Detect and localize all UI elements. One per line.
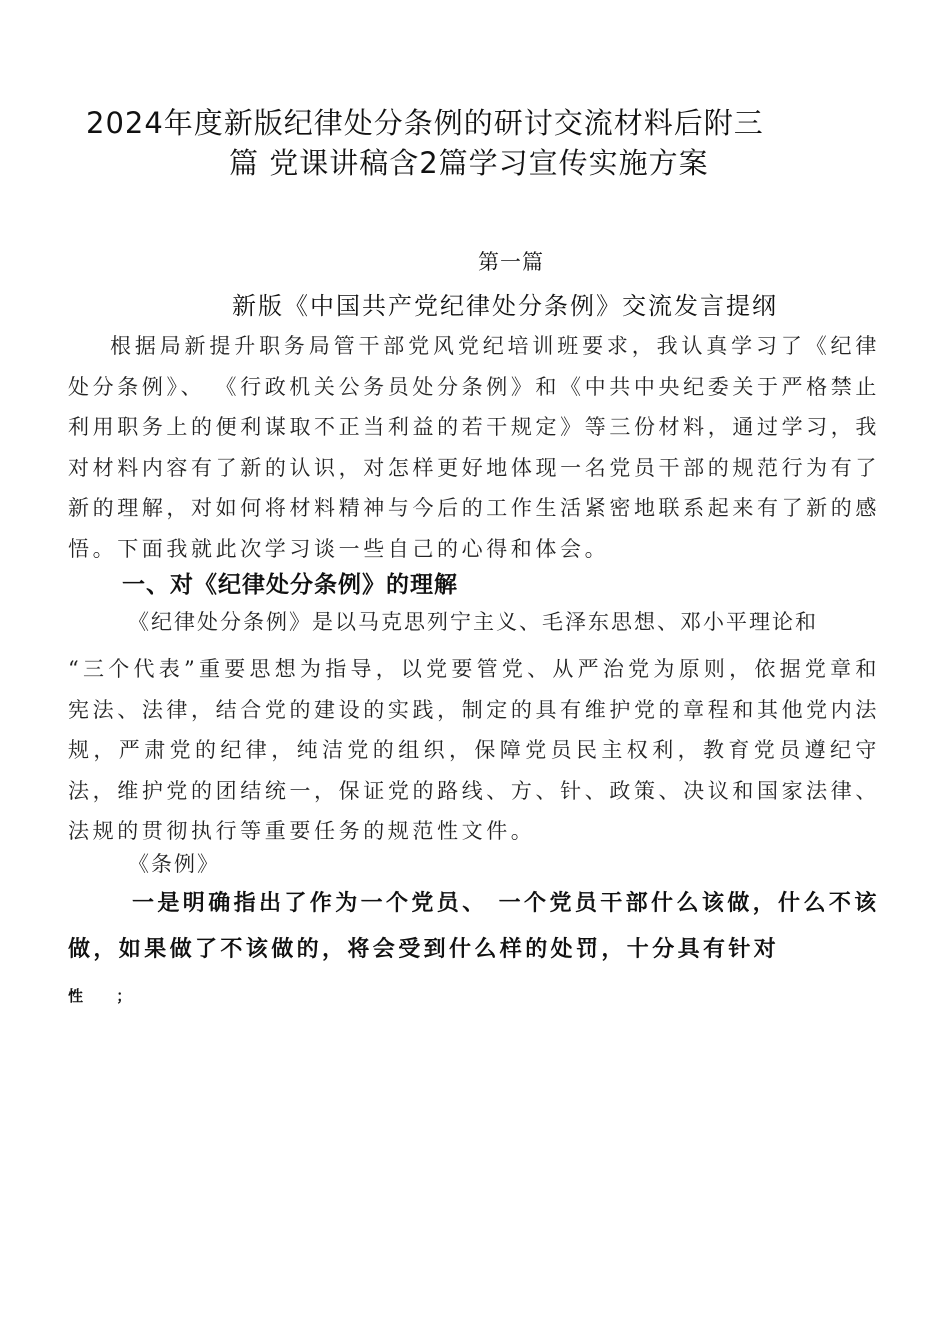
paragraph-4: 一是明确指出了作为一个党员、 一个党员干部什么该做，什么不该做，如果做了不该做的，将会受到什么样的处罚，十分具有针对 <box>68 890 880 962</box>
section-subtitle: 新版《中国共产党纪律处分条例》交流发言提纲 <box>232 292 778 320</box>
document-title-line-1: 2024年度新版纪律处分条例的研讨交流材料后附三 <box>86 106 764 140</box>
paragraph-2-body: “三个代表”重要思想为指导，以党要管党、从严治党为原则，依据党章和宪法、法律，结合党的建设的实践，制定的具有维护党的章程和其他党内法规，严肃党的纪律，纯洁党的组织，保障党员民主权利，教育党员遵纪守法，维护党的团结统一，保证党的路线、方、针、政策、决议和国家法律、法规的贯彻执行等重要任务的规范性文件。 <box>68 657 880 843</box>
part-label: 第一篇 <box>478 250 544 274</box>
paragraph-3: 《条例》 <box>128 852 220 876</box>
section-heading: 一、对《纪律处分条例》的理解 <box>122 572 458 598</box>
intro-paragraph: 根据局新提升职务局管干部党风党纪培训班要求，我认真学习了《纪律处分条例》、 《行政机关公务员处分条例》和《中共中央纪委关于严格禁止利用职务上的便利谋取不正当利益的若干规定》等三份材料，通过学习，我对材料内容有了新的认识，对怎样更好地体现一名党员干部的规范行为有了新的理解，对如何将材料精神与今后的工作生活紧密地联系起来有了新的感悟。下面我就此次学习谈一些自己的心得和体会。 <box>68 334 880 561</box>
paragraph-4-tail: 性 ； <box>68 987 146 1005</box>
document-title-line-2: 篇 党课讲稿含2篇学习宣传实施方案 <box>229 146 709 180</box>
paragraph-2-first-line: 《纪律处分条例》是以马克思列宁主义、毛泽东思想、邓小平理论和 <box>128 610 818 634</box>
